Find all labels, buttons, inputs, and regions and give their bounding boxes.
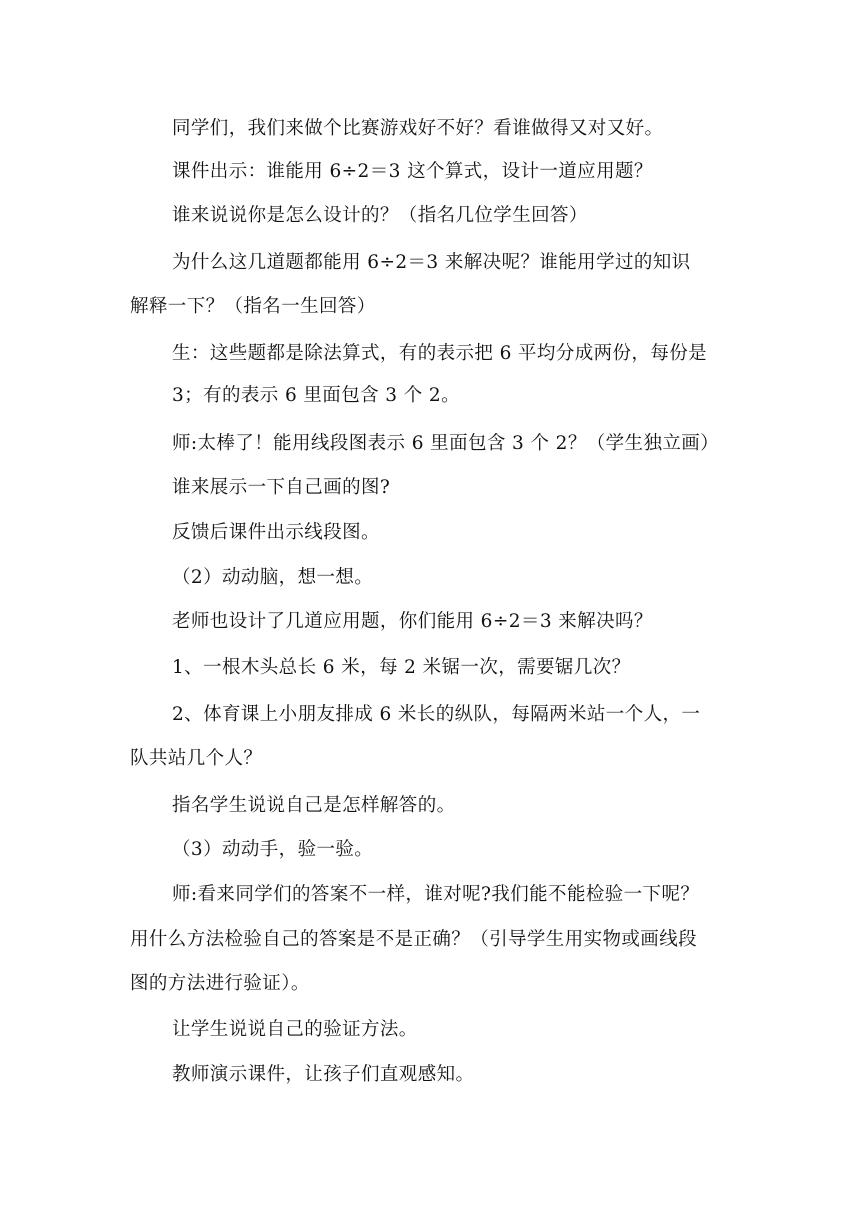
text-line: 老师也设计了几道应用题，你们能用 6÷2＝3 来解决吗？: [172, 611, 653, 632]
section-heading: （2）动动脑，想一想。: [172, 567, 374, 588]
text-line: 谁来说说你是怎么设计的？（指名几位学生回答）: [172, 205, 588, 226]
text-line: 用什么方法检验自己的答案是不是正确？（引导学生用实物或画线段: [130, 929, 698, 950]
text-line: 反馈后课件出示线段图。: [172, 522, 380, 543]
text-line: 谁来展示一下自己画的图?: [172, 477, 391, 498]
text-line: 队共站几个人？: [130, 748, 263, 769]
text-line: 2、体育课上小朋友排成 6 米长的纵队，每隔两米站一个人，一: [172, 704, 701, 725]
text-line: 课件出示：谁能用 6÷2＝3 这个算式，设计一道应用题？: [172, 161, 653, 182]
text-line: 图的方法进行验证）。: [130, 973, 310, 994]
text-line: 3；有的表示 6 里面包含 3 个 2。: [172, 385, 460, 406]
text-line: 1、一根木头总长 6 米，每 2 米锯一次，需要锯几次？: [172, 657, 631, 678]
text-line: 为什么这几道题都能用 6÷2＝3 来解决呢？谁能用学过的知识: [172, 252, 691, 273]
text-line: 师:太棒了！能用线段图表示 6 里面包含 3 个 2？（学生独立画）: [172, 433, 720, 454]
text-line: 师:看来同学们的答案不一样，谁对呢?我们能不能检验一下呢？: [172, 884, 700, 905]
text-line: 同学们，我们来做个比赛游戏好不好？看谁做得又对又好。: [172, 118, 664, 139]
section-heading: （3）动动手，验一验。: [172, 839, 374, 860]
text-line: 让学生说说自己的验证方法。: [172, 1019, 418, 1040]
text-line: 解释一下？（指名一生回答）: [130, 296, 376, 317]
text-line: 教师演示课件，让孩子们直观感知。: [172, 1064, 475, 1085]
text-line: 指名学生说说自己是怎样解答的。: [172, 795, 456, 816]
text-line: 生：这些题都是除法算式，有的表示把 6 平均分成两份，每份是: [172, 343, 708, 364]
